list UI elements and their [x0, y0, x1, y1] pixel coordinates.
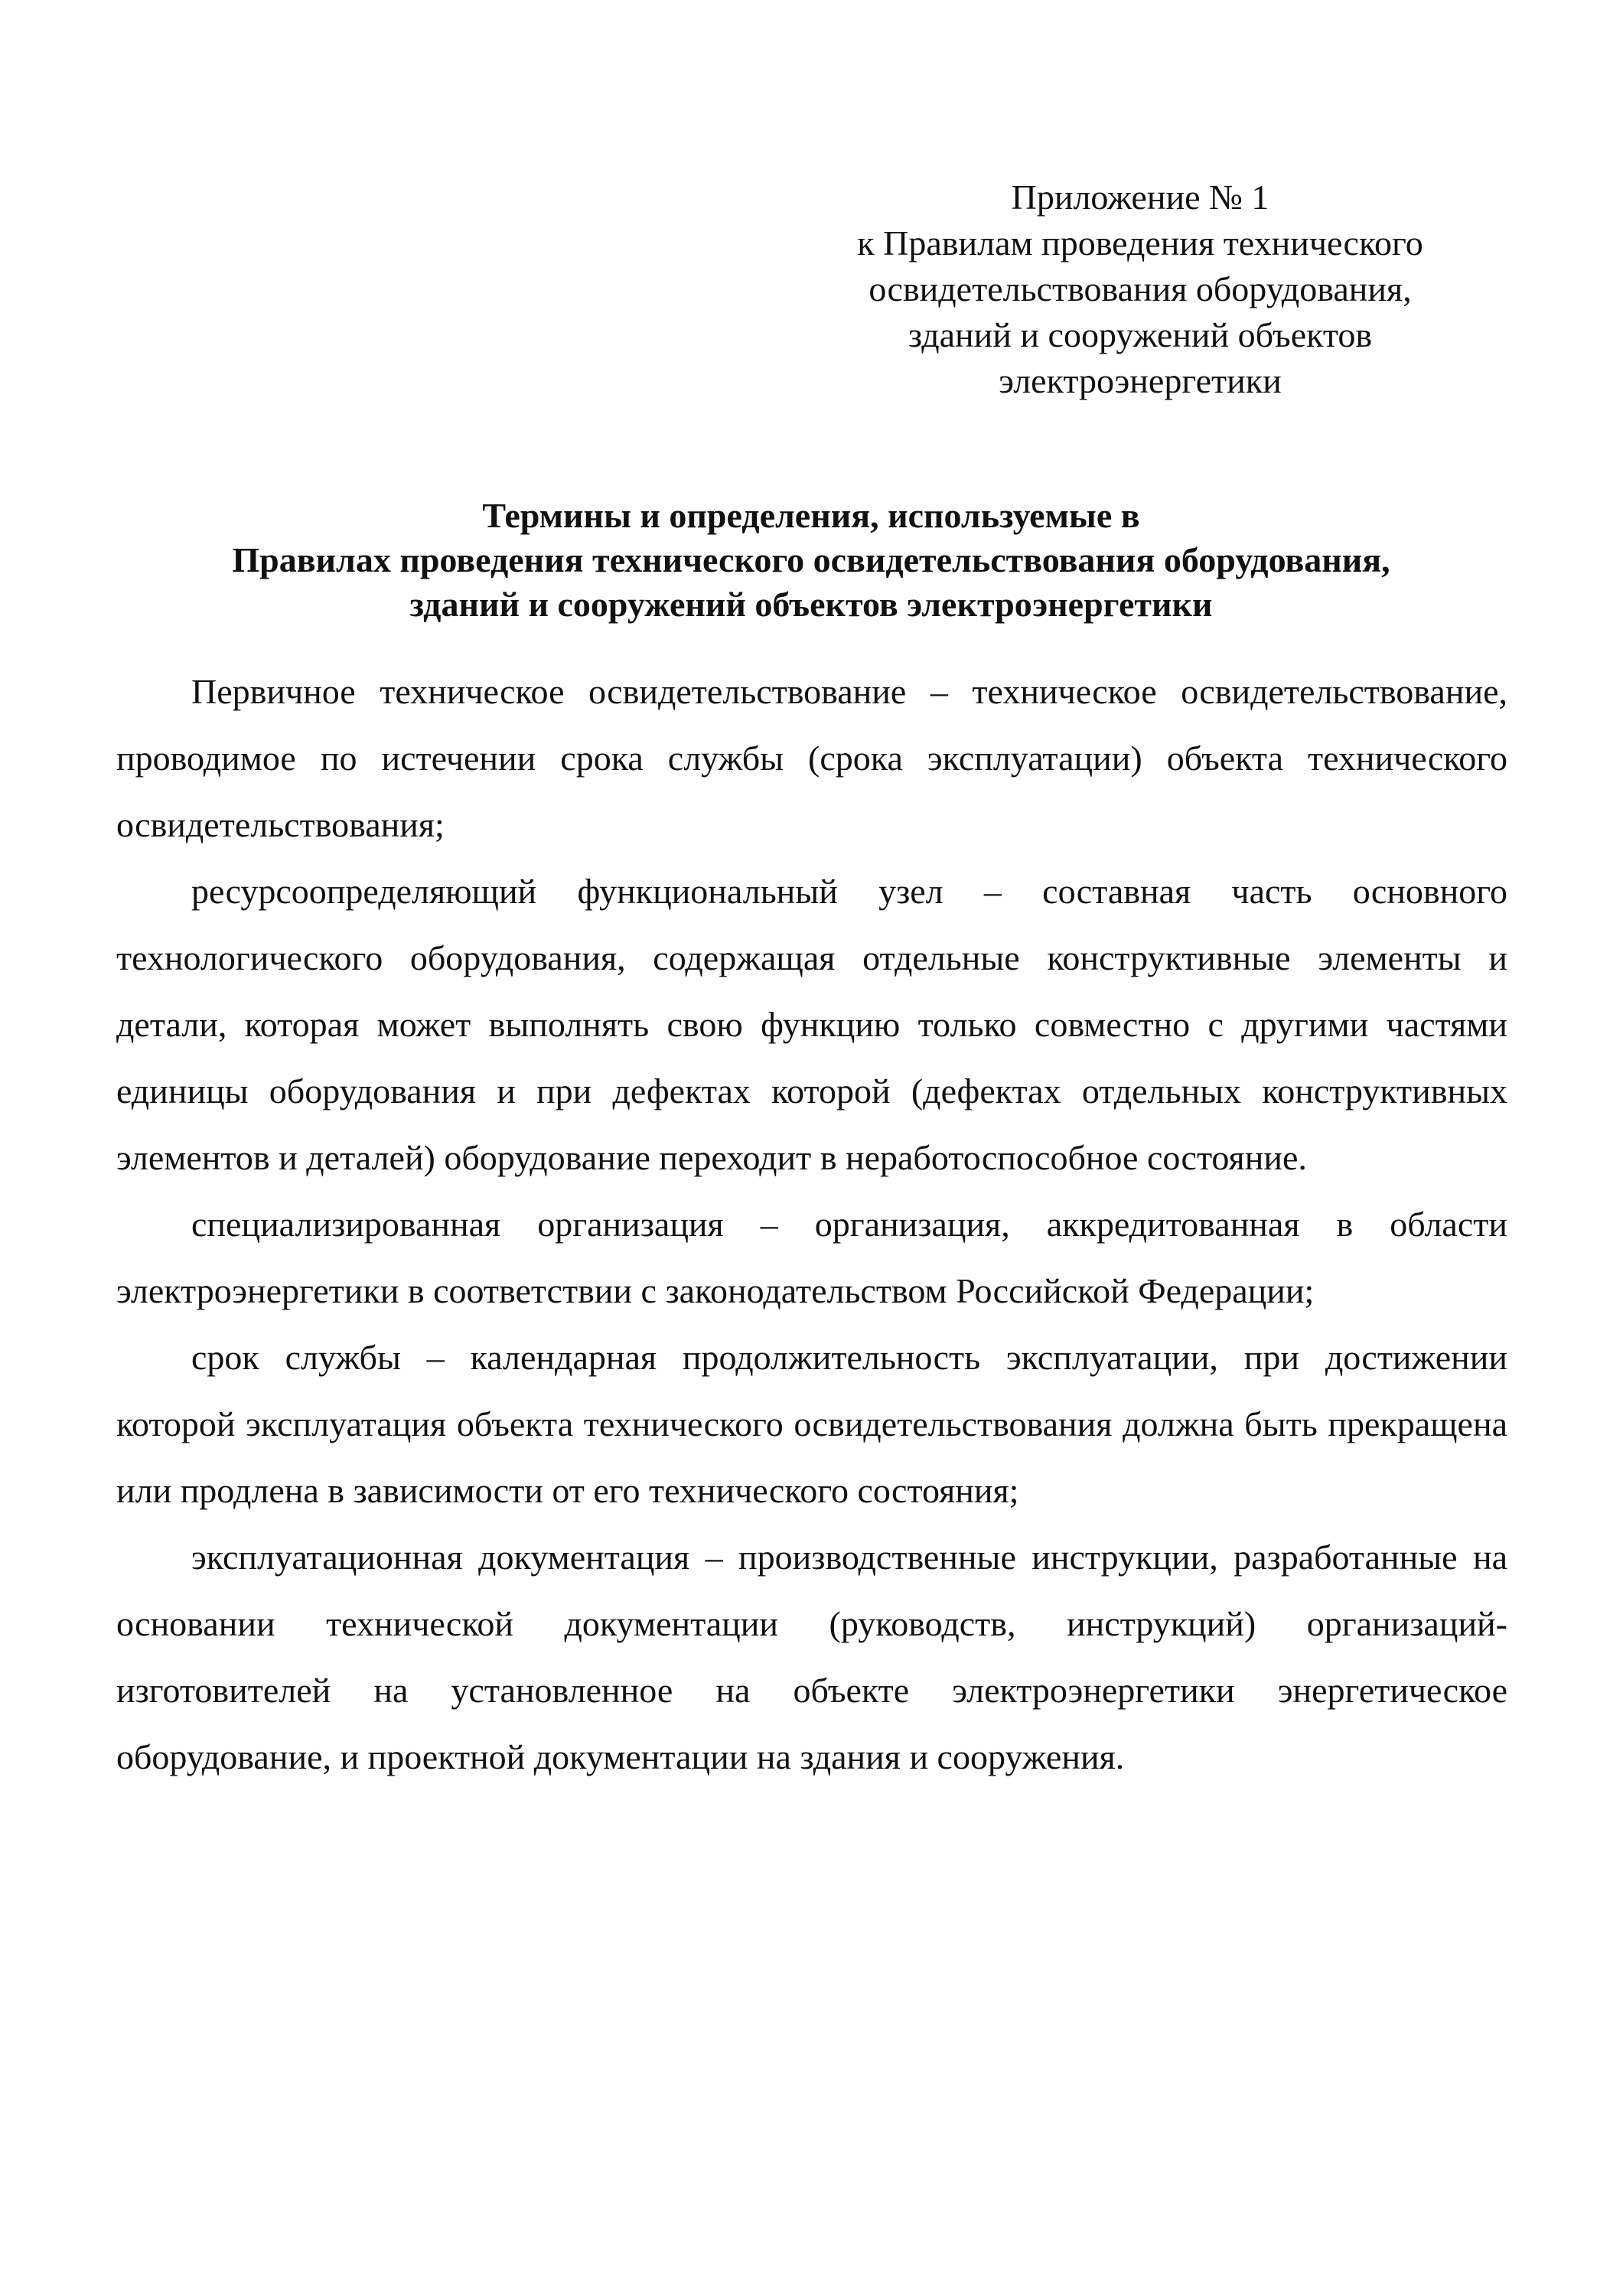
appendix-number: Приложение № 1	[1011, 178, 1269, 217]
document-title	[115, 494, 1507, 627]
definition-primary-inspection: Первичное техническое освидетельствование – техническое освидетельствование, проводимое по истечении срока службы (срока эксплуатации) объекта технического освидетельствования;	[116, 672, 1507, 844]
appendix-line-4: зданий и сооружений объектов	[908, 315, 1373, 354]
title-line-3: зданий и сооружений объектов электроэнергетики	[409, 585, 1213, 624]
appendix-line-2: к Правилам проведения технического	[857, 223, 1423, 263]
appendix-header	[811, 174, 1469, 404]
definition-operational-documentation: эксплуатационная документация – производственные инструкции, разработанные на основании технической документации (руководств, инструкций) организаций-изготовителей на установленное на объекте электроэнергетики энергетическое оборудование, и проектной документации на здания и сооружения.	[116, 1538, 1507, 1776]
definition-specialized-organization: специализированная организация – организация, аккредитованная в области электроэнергетики в соответствии с законодательством Российской Федерации;	[116, 1205, 1507, 1310]
title-line-2: Правилах проведения технического освидетельствования оборудования,	[232, 540, 1390, 579]
definitions-body	[116, 658, 1507, 1790]
appendix-line-5: электроэнергетики	[999, 361, 1282, 400]
definition-service-life: срок службы – календарная продолжительность эксплуатации, при достижении которой эксплуатация объекта технического освидетельствования должна быть прекращена или продлена в зависимости от его технического состояния;	[116, 1338, 1507, 1510]
title-line-1: Термины и определения, используемые в	[482, 496, 1140, 535]
appendix-line-3: освидетельствования оборудования,	[869, 269, 1412, 308]
definition-functional-unit: ресурсоопределяющий функциональный узел – составная часть основного технологического оборудования, содержащая отдельные конструктивные элементы и детали, которая может выполнять свою функцию только совместно с другими частями единицы оборудования и при дефектах которой (дефектах отдельных конструктивных элементов и деталей) оборудование переходит в неработоспособное состояние.	[116, 872, 1507, 1177]
